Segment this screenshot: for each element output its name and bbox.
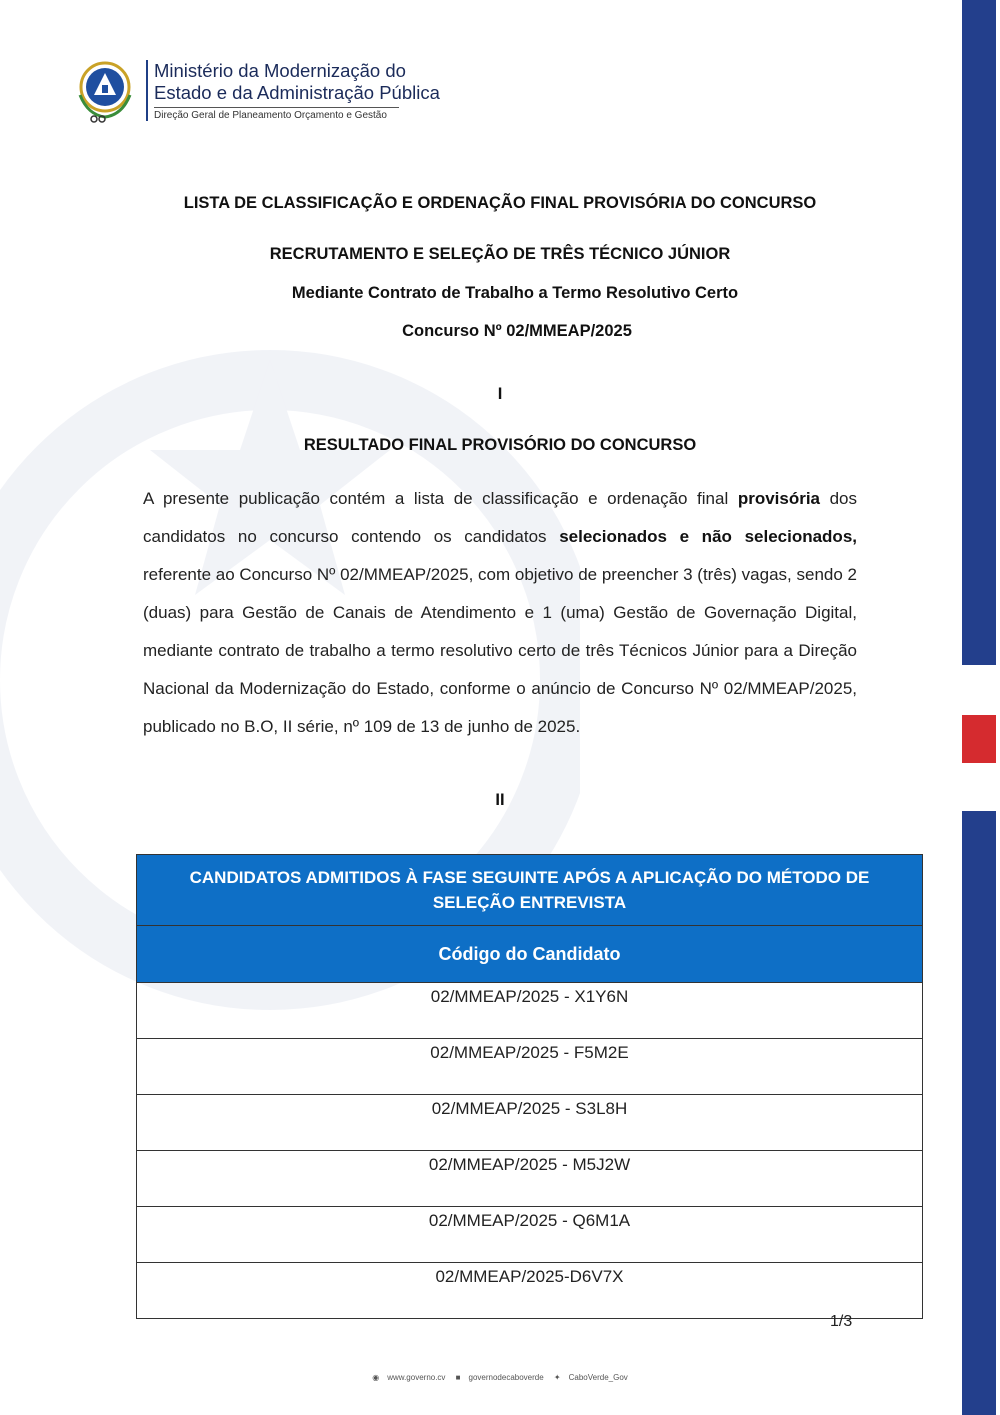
section-2-numeral: II [495, 791, 505, 809]
table-row: 02/MMEAP/2025 - F5M2E [137, 1039, 923, 1095]
department-name: Direção Geral de Planeamento Orçamento e Gestão [154, 107, 399, 121]
footer [0, 1373, 1000, 1382]
footer-facebook[interactable]: governodecaboverde [468, 1373, 544, 1382]
table-title: CANDIDATOS ADMITIDOS À FASE SEGUINTE APÓS A APLICAÇÃO DO MÉTODO DE SELEÇÃO ENTREVISTA [137, 855, 923, 926]
coat-of-arms-icon [72, 55, 138, 125]
table-row: 02/MMEAP/2025-D6V7X [137, 1263, 923, 1319]
body-paragraph [143, 480, 857, 746]
paragraph-text-3: referente ao Concurso Nº 02/MMEAP/2025, com objetivo de preencher 3 (três) vagas, sendo 2 (duas) para Gestão de Canais de Atendimento e 1 (uma) Gestão de Governação Digital, mediante contrato de trabalho a termo resolutivo certo de três Técnicos Júnior para a Direção Nacional da Modernização do Estado, conforme o anúncio de Concurso Nº 02/MMEAP/2025, publicado no B.O, II série, nº 109 de 13 de junho de 2025. [143, 565, 857, 736]
table-column-header: Código do Candidato [137, 926, 923, 983]
ministry-name-line-2: Estado e da Administração Pública [154, 82, 440, 103]
document-title: LISTA DE CLASSIFICAÇÃO E ORDENAÇÃO FINAL PROVISÓRIA DO CONCURSO [183, 194, 817, 212]
contract-subtitle: Mediante Contrato de Trabalho a Termo Resolutivo Certo [291, 284, 739, 302]
paragraph-bold-2: selecionados e não selecionados, [559, 527, 857, 546]
ministry-block [146, 60, 440, 121]
side-bar-red [962, 715, 996, 763]
paragraph-text-1: A presente publicação contém a lista de classificação e ordenação final [143, 489, 738, 508]
section-1-numeral: I [497, 385, 503, 403]
page-number: 1/3 [830, 1313, 853, 1330]
table-row: 02/MMEAP/2025 - S3L8H [137, 1095, 923, 1151]
recruitment-title: RECRUTAMENTO E SELEÇÃO DE TRÊS TÉCNICO JÚNIOR [269, 245, 731, 263]
table-row: 02/MMEAP/2025 - X1Y6N [137, 983, 923, 1039]
twitter-icon: ✦ [553, 1373, 561, 1382]
footer-website[interactable]: www.governo.cv [387, 1373, 446, 1382]
paragraph-text-2: dos candidatos no concurso contendo os candidatos [143, 489, 857, 546]
header [72, 55, 440, 125]
candidates-table [136, 854, 923, 1319]
ministry-name-line-1: Ministério da Modernização do [154, 60, 406, 81]
table-row: 02/MMEAP/2025 - Q6M1A [137, 1207, 923, 1263]
contest-number: Concurso Nº 02/MMEAP/2025 [402, 322, 632, 340]
facebook-icon: ■ [455, 1373, 461, 1382]
side-bar-white [962, 665, 996, 715]
side-bar-blue-bottom [962, 811, 996, 1415]
globe-icon: ◉ [372, 1373, 380, 1382]
footer-twitter[interactable]: CaboVerde_Gov [568, 1373, 628, 1382]
paragraph-bold-1: provisória [737, 489, 821, 508]
section-1-title: RESULTADO FINAL PROVISÓRIO DO CONCURSO [303, 436, 697, 454]
table-row: 02/MMEAP/2025 - M5J2W [137, 1151, 923, 1207]
